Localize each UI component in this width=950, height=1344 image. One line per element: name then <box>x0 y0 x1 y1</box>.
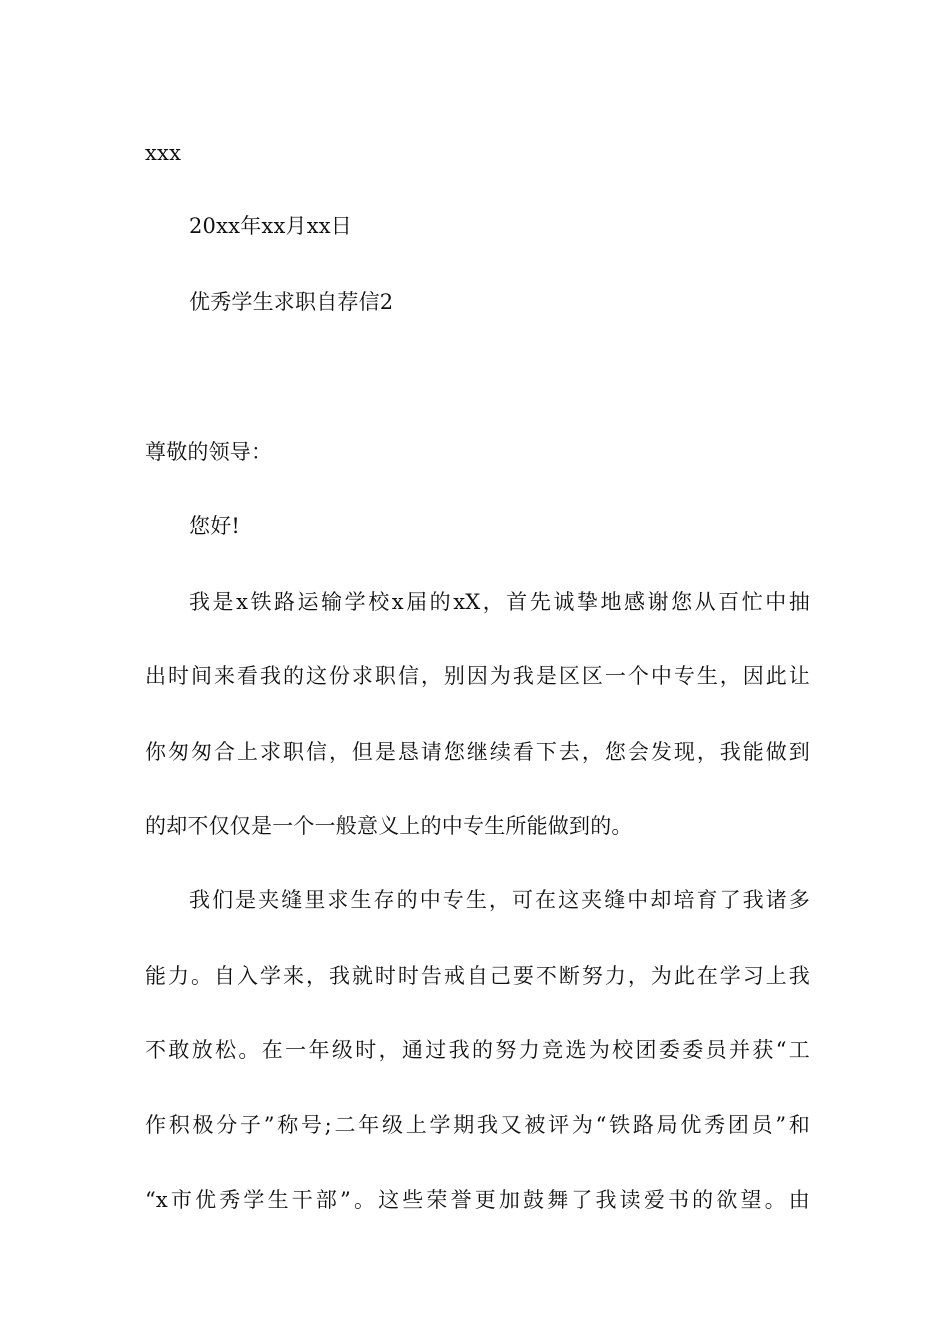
body-line: 能力。自入学来，我就时时告戒自己要不断努力，为此在学习上我 <box>145 964 810 988</box>
body-line: 我是x铁路运输学校x届的xX，首先诚挚地感谢您从百忙中抽 <box>189 590 810 614</box>
signature: xxx <box>145 141 182 165</box>
salutation: 尊敬的领导： <box>145 440 273 464</box>
body-line: 出时间来看我的这份求职信，别因为我是区区一个中专生，因此让 <box>145 664 810 688</box>
body-line: “x市优秀学生干部”。这些荣誉更加鼓舞了我读爱书的欲望。由 <box>145 1188 810 1212</box>
body-line: 作积极分子”称号;二年级上学期我又被评为“铁路局优秀团员”和 <box>145 1113 810 1137</box>
body-line: 你匆匆合上求职信，但是恳请您继续看下去，您会发现，我能做到 <box>145 740 810 764</box>
body-line: 不敢放松。在一年级时，通过我的努力竞选为校团委委员并获“工 <box>145 1038 810 1062</box>
greeting: 您好! <box>189 514 241 538</box>
body-line: 我们是夹缝里求生存的中专生，可在这夹缝中却培育了我诸多 <box>189 888 810 912</box>
section-title: 优秀学生求职自荐信2 <box>189 290 394 314</box>
letter-date: 20xx年xx月xx日 <box>189 214 352 238</box>
body-line: 的却不仅仅是一个一般意义上的中专生所能做到的。 <box>145 814 633 838</box>
